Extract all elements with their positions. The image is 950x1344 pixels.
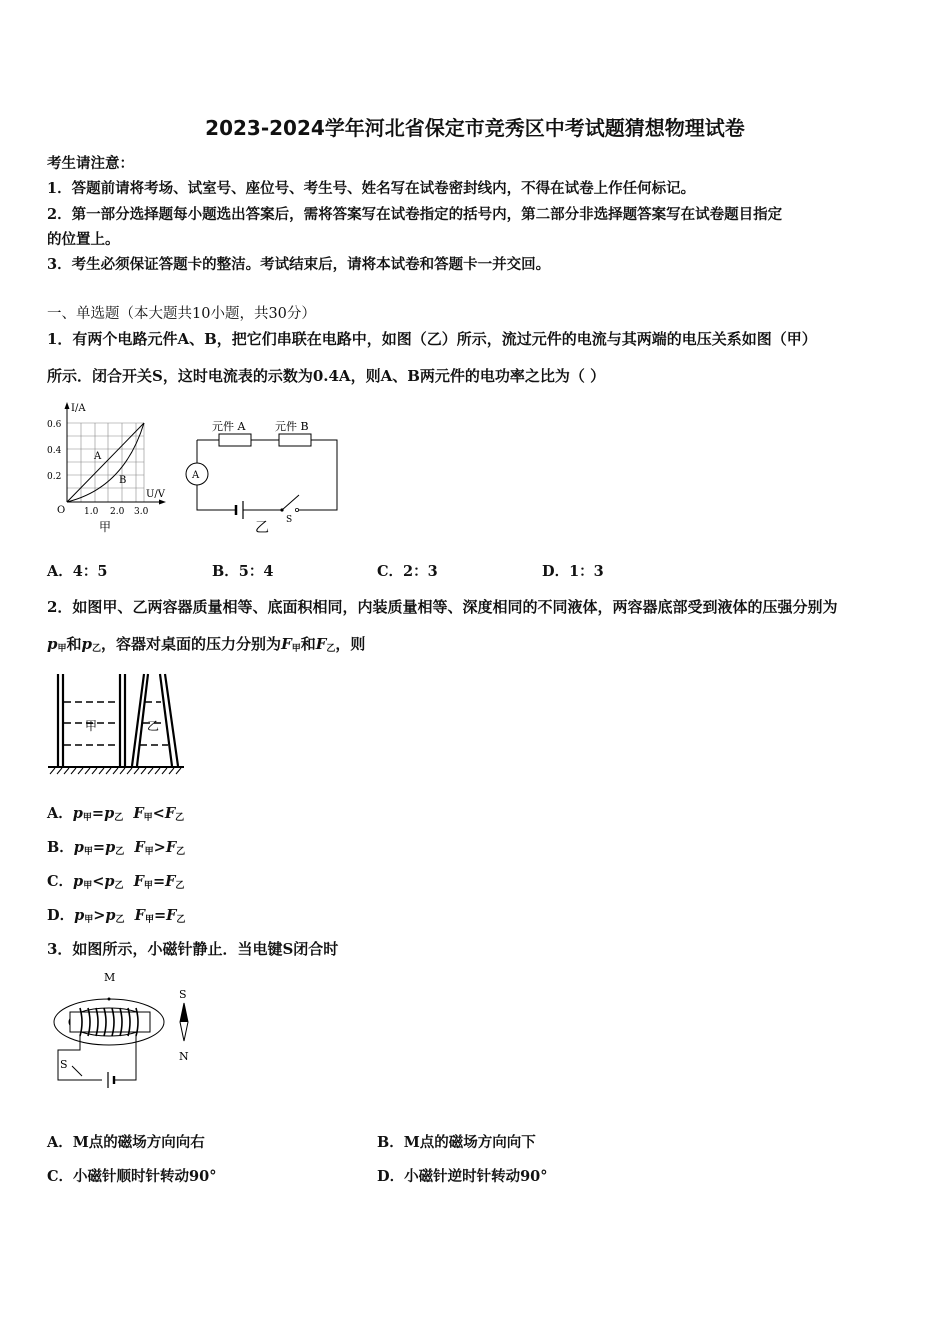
x-tick: 2.0 <box>110 507 125 517</box>
origin-label: O <box>57 505 66 516</box>
q1-stem-line1: 1．有两个电路元件A、B，把它们串联在电路中，如图（乙）所示，流过元件的电流与其两端的电压关系如图（甲） <box>47 330 817 348</box>
q2-option-d[interactable]: D．$p_甲>p_乙$ $F_甲=F_乙$ <box>47 907 186 925</box>
notice-item-2-cont: 的位置上。 <box>47 231 120 248</box>
curve-b-label: B <box>119 475 127 486</box>
switch-blade <box>282 495 299 510</box>
q3-solenoid-figure <box>44 968 204 1098</box>
q2-option-a[interactable]: A．$p_甲=p_乙$ $F_甲<F_乙$ <box>47 805 185 823</box>
element-a-label: 元件 A <box>212 420 246 433</box>
circuit-caption: 乙 <box>255 520 269 536</box>
curve-a-label: A <box>94 451 102 462</box>
y-tick: 0.4 <box>47 446 62 456</box>
container-yi-right-wall <box>160 674 178 766</box>
q1-option-a[interactable]: A．4：5 <box>47 563 108 580</box>
compass-s-label: S <box>179 988 187 1001</box>
section-heading: 一、单选题（本大题共10小题，共30分） <box>47 306 316 322</box>
graph-caption: 甲 <box>99 520 112 534</box>
q2-containers-figure <box>44 668 194 778</box>
q2-stem-line2: $p_甲$和$p_乙$，容器对桌面的压力分别为$F_甲$和$F_乙$，则 <box>47 635 366 654</box>
notice-item-1: 1．答题前请将考场、试室号、座位号、考生号、姓名写在试卷密封线内，不得在试卷上作任何标记。 <box>47 180 696 197</box>
q1-option-d[interactable]: D．1：3 <box>542 563 604 580</box>
switch-blade <box>72 1066 82 1076</box>
y-axis-label: I/A <box>71 403 86 414</box>
notice-item-3: 3．考生必须保证答题卡的整洁。考试结束后，请将本试卷和答题卡一并交回。 <box>47 256 551 273</box>
page-title: 2023-2024学年河北省保定市竞秀区中考试题猜想物理试卷 <box>205 116 745 140</box>
q3-option-d[interactable]: D．小磁针逆时针转动90° <box>377 1168 548 1185</box>
q2-option-b[interactable]: B．$p_甲=p_乙$ $F_甲>F_乙$ <box>47 839 186 857</box>
y-tick: 0.2 <box>47 472 62 482</box>
q1-iu-graph <box>44 398 174 538</box>
switch-label: S <box>286 515 293 525</box>
curve-a <box>67 423 144 502</box>
notice-item-2: 2．第一部分选择题每小题选出答案后，需将答案写在试卷指定的括号内，第二部分非选择题答案写在试卷题目指定 <box>47 206 783 223</box>
q3-option-c[interactable]: C．小磁针顺时针转动90° <box>47 1168 217 1185</box>
container-jia-right-wall <box>120 674 125 766</box>
x-tick: 1.0 <box>84 507 99 517</box>
q1-stem-line2: 所示．闭合开关S，这时电流表的示数为0.4A，则A、B两元件的电功率之比为（ ） <box>47 367 606 385</box>
q3-option-b[interactable]: B．M点的磁场方向向下 <box>377 1134 536 1151</box>
point-m-label: M <box>104 971 116 984</box>
notice-heading: 考生请注意： <box>47 155 134 172</box>
q3-stem: 3．如图所示，小磁针静止．当电键S闭合时 <box>47 940 339 958</box>
q2-stem-line1: 2．如图甲、乙两容器质量相等、底面积相同，内装质量相等、深度相同的不同液体，两容器底部受到液体的压强分别为 <box>47 598 838 616</box>
y-tick: 0.6 <box>47 420 62 430</box>
x-tick: 3.0 <box>134 507 149 517</box>
q2-option-c[interactable]: C．$p_甲<p_乙$ $F_甲=F_乙$ <box>47 873 185 891</box>
container-yi-left-wall <box>132 674 148 766</box>
q1-option-c[interactable]: C．2：3 <box>377 563 438 580</box>
element-b-resistor <box>279 434 311 446</box>
container-jia-label: 甲 <box>85 719 98 733</box>
q1-circuit <box>178 412 348 540</box>
switch-label: S <box>60 1058 68 1071</box>
element-b-label: 元件 B <box>275 420 309 433</box>
q3-option-a[interactable]: A．M点的磁场方向向右 <box>47 1134 205 1151</box>
point-m <box>108 998 111 1001</box>
q1-option-b[interactable]: B．5：4 <box>212 563 274 580</box>
x-axis-arrow <box>159 500 166 505</box>
compass-n-label: N <box>179 1050 189 1063</box>
element-a-resistor <box>219 434 251 446</box>
container-yi-label: 乙 <box>147 719 160 733</box>
x-axis-label: U/V <box>146 489 166 500</box>
compass-needle-north-half <box>180 1003 188 1022</box>
y-axis-arrow <box>65 402 70 409</box>
container-jia-left-wall <box>58 674 63 766</box>
ammeter-label: A <box>192 470 200 481</box>
